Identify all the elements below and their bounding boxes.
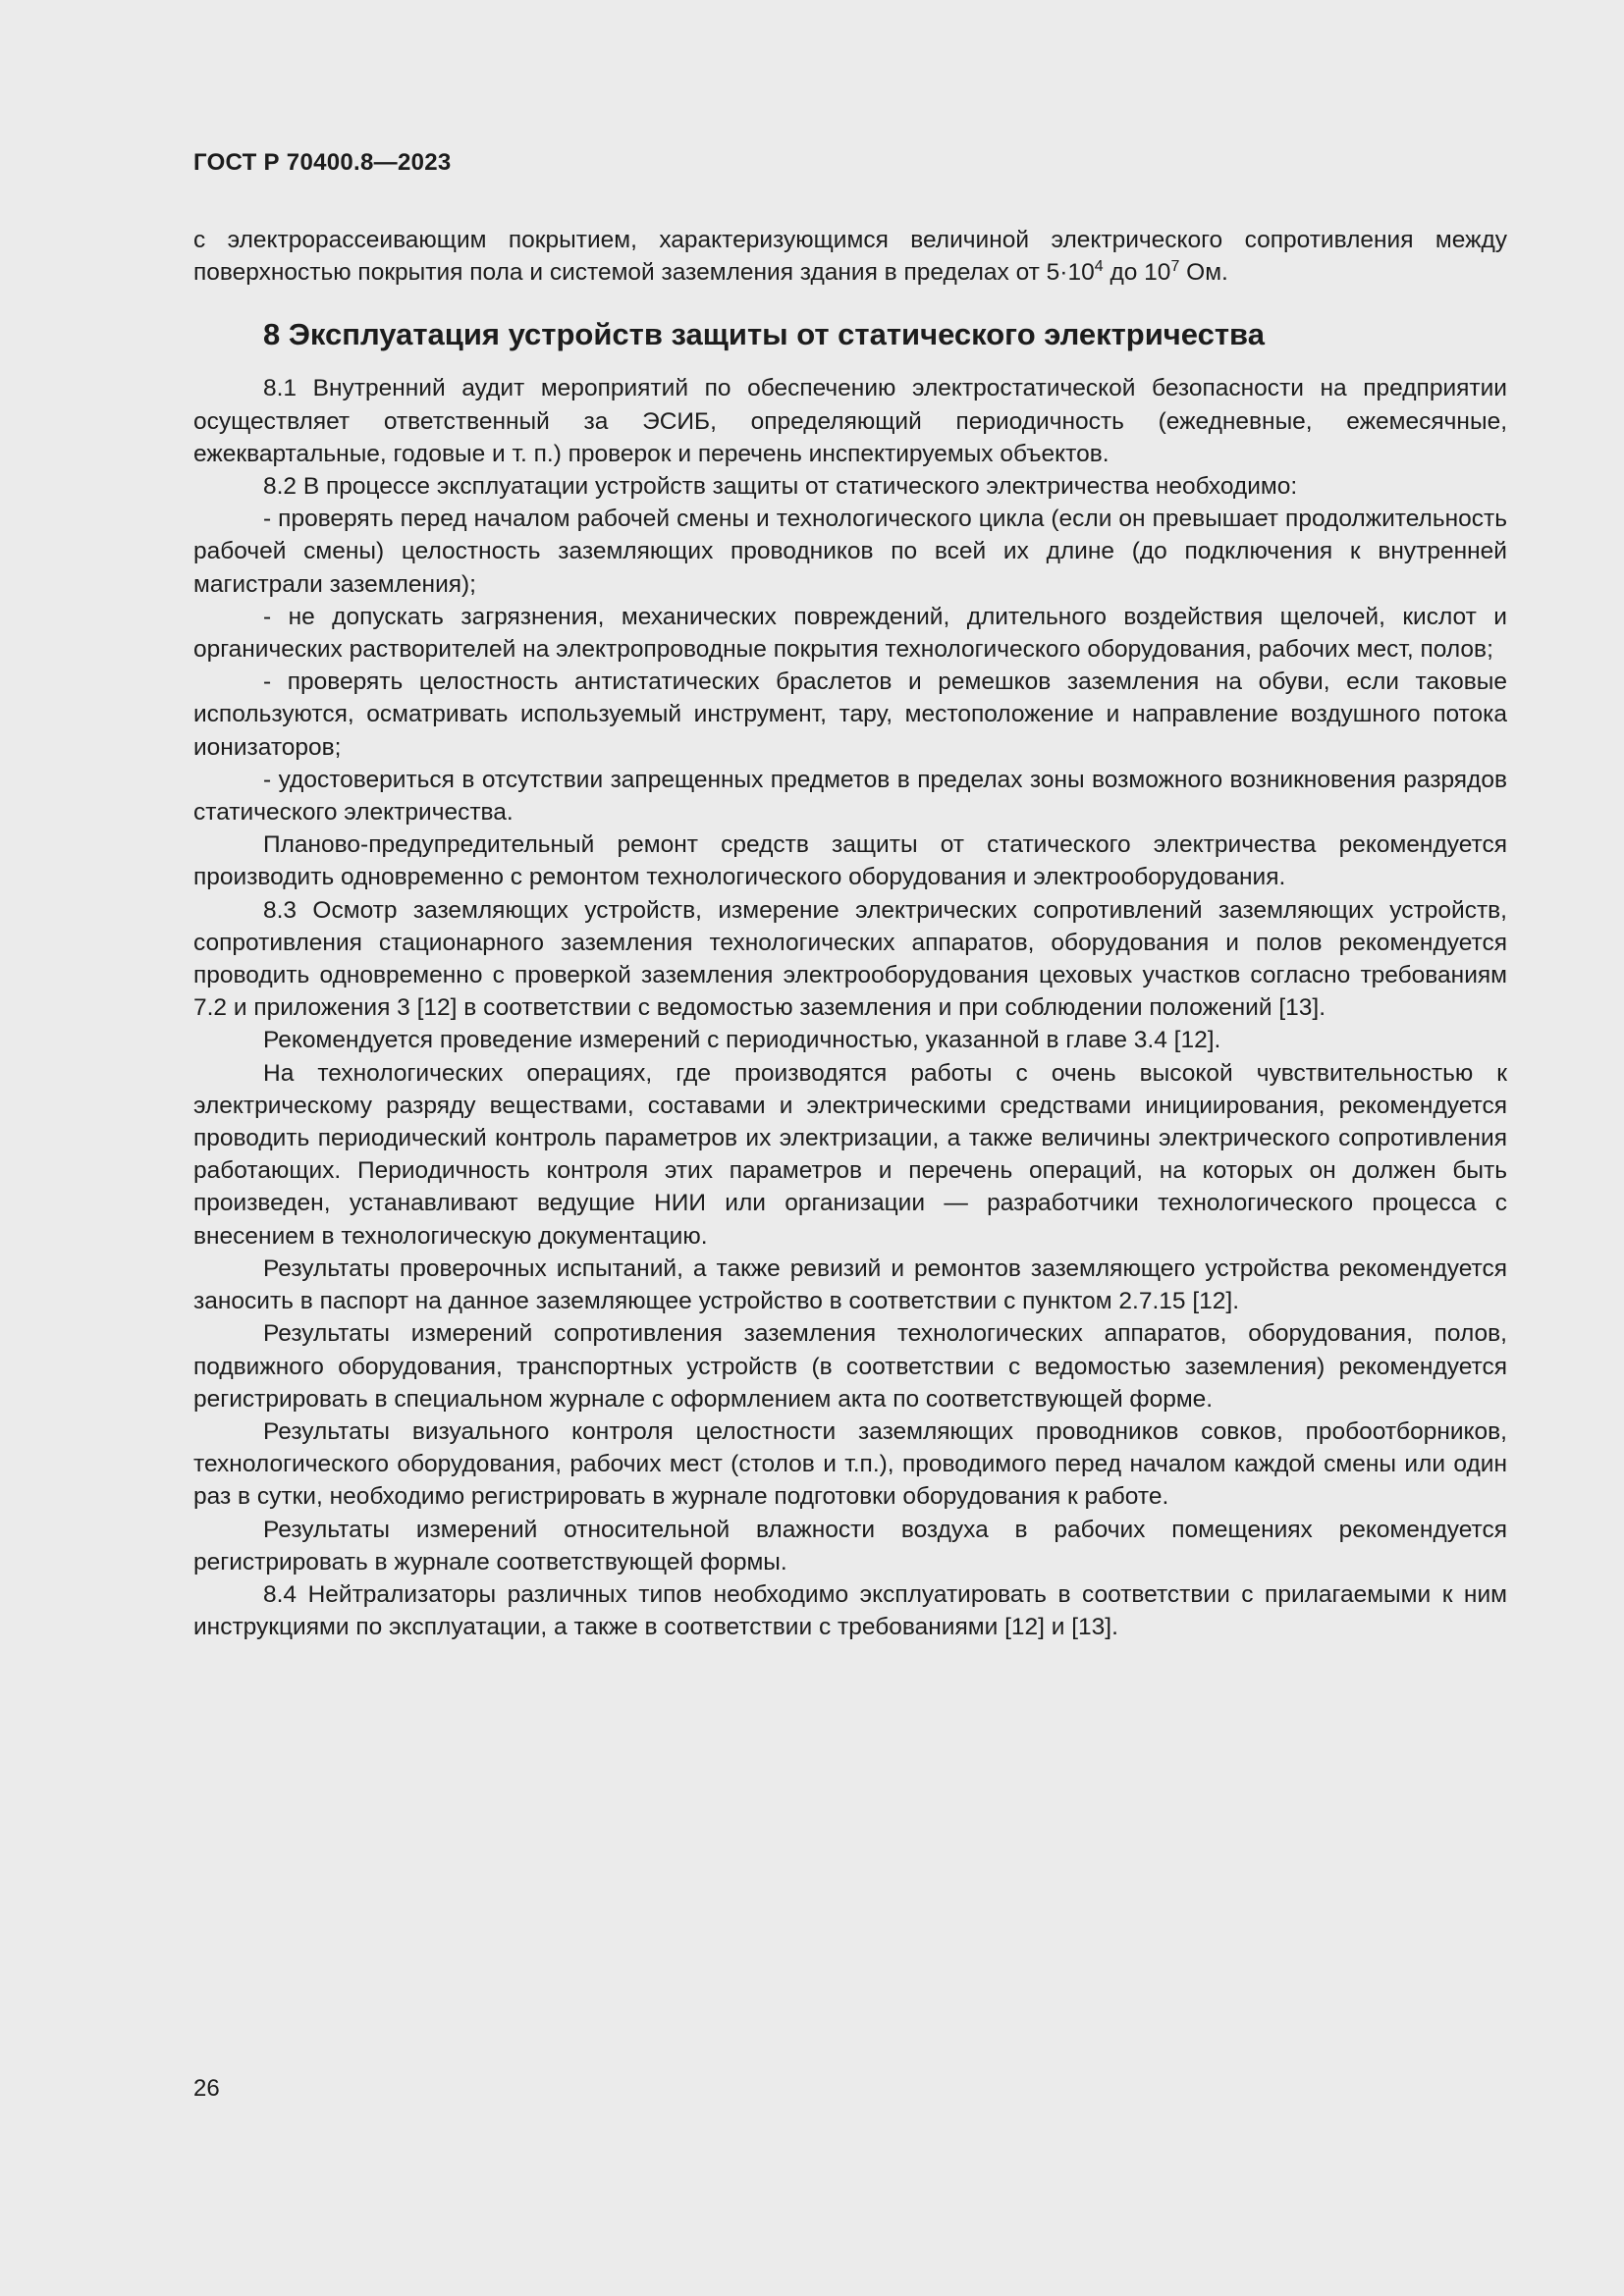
exponent-4: 4 — [1094, 258, 1104, 276]
paragraph-maintenance: Планово-предупредительный ремонт средств защиты от статического электричества рекомендуется производить одновременно с ремонтом технологического оборудования и электрооборудования. — [193, 831, 1507, 891]
document-code: ГОСТ Р 70400.8—2023 — [193, 149, 452, 176]
paragraph-humidity: Результаты измерений относительной влажности воздуха в рабочих помещениях рекомендуется регистрировать в журнале соответствующей формы. — [193, 1516, 1507, 1575]
intro-mid: до 10 — [1103, 259, 1171, 287]
paragraph-test-results: Результаты проверочных испытаний, а также ревизий и ремонтов заземляющего устройства рекомендуется заносить в паспорт на данное заземляющее устройство в соответствии с пунктом 2.7.15 [12]. — [193, 1255, 1507, 1315]
intro-paragraph — [193, 224, 1507, 289]
paragraph-visual-control: Результаты визуального контроля целостности заземляющих проводников совков, пробоотборников, технологического оборудования, рабочих мест (столов и т.п.), проводимого перед началом каждой смены или один раз в сутки, необходимо регистрировать в журнале подготовки оборудования к работе. — [193, 1417, 1507, 1511]
page-body — [193, 224, 1507, 1643]
list-item-prevent-contamination: - не допускать загрязнения, механических повреждений, длительного воздействия щелочей, кислот и органических растворителей на электропроводные покрытия технологического оборудования, рабочих мест, полов; — [193, 603, 1507, 664]
paragraph-8-4: 8.4 Нейтрализаторы различных типов необходимо эксплуатировать в соответствии с прилагаемыми к ним инструкциями по эксплуатации, а также в соответствии с требованиями [12] и [13]. — [193, 1580, 1507, 1641]
list-item-check-conductors: - проверять перед началом рабочей смены и технологического цикла (если он превышает продолжительность рабочей смены) целостность заземляющих проводников по всей их длине (до подключения к внутренней магистрали заземления); — [193, 506, 1507, 598]
paragraph-8-3: 8.3 Осмотр заземляющих устройств, измерение электрических сопротивлений заземляющих устройств, сопротивления стационарного заземления технологических аппаратов, оборудования и полов рекомендуется проводить одновременно с проверкой заземления электрооборудования цеховых участков согласно требованиям 7.2 и приложения 3 [12] в соответствии с ведомостью заземления и при соблюдении положений [13]. — [193, 896, 1507, 1022]
paragraph-resistance-results: Результаты измерений сопротивления заземления технологических аппаратов, оборудования, полов, подвижного оборудования, транспортных устройств (в соответствии с ведомостью заземления) рекомендуется регистрировать в специальном журнале с оформлением акта по соответствующей форме. — [193, 1320, 1507, 1413]
paragraph-8-2: 8.2 В процессе эксплуатации устройств защиты от статического электричества необходимо: — [263, 473, 1298, 501]
paragraph-measurement-period: Рекомендуется проведение измерений с периодичностью, указанной в главе 3.4 [12]. — [263, 1027, 1221, 1054]
section-heading: 8 Эксплуатация устройств защиты от статического электричества — [263, 317, 1265, 352]
paragraph-sensitive-operations: На технологических операциях, где производятся работы с очень высокой чувствительностью к электрическому разряду веществами, составами и электрическими средствами инициирования, рекомендуется проводить периодический контроль параметров их электризации, а также величины электрического сопротивления работающих. Периодичность контроля этих параметров и перечень операций, на которых он должен быть произведен, устанавливают ведущие НИИ или организации — разработчики технологического процесса с внесением в технологическую документацию. — [193, 1059, 1507, 1250]
list-item-forbidden-items: - удостовериться в отсутствии запрещенных предметов в пределах зоны возможного возникновения разрядов статического электричества. — [193, 766, 1507, 827]
intro-text: с электрорассеивающим покрытием, характеризующимся величиной электрического сопротивления между поверхностью покрытия пола и системой заземления здания в пределах от 5·10 — [193, 227, 1507, 287]
intro-end: Ом. — [1179, 259, 1228, 287]
list-item-check-bracelets: - проверять целостность антистатических браслетов и ремешков заземления на обуви, если таковые используются, осматривать используемый инструмент, тару, местоположение и направление воздушного потока ионизаторов; — [193, 668, 1507, 761]
page-number: 26 — [193, 2075, 220, 2102]
paragraph-8-1: 8.1 Внутренний аудит мероприятий по обеспечению электростатической безопасности на предприятии осуществляет ответственный за ЭСИБ, определяющий периодичность (ежедневные, ежемесячные, ежеквартальные, годовые и т. п.) проверок и перечень инспектируемых объектов. — [193, 375, 1507, 467]
exponent-7: 7 — [1170, 258, 1180, 276]
